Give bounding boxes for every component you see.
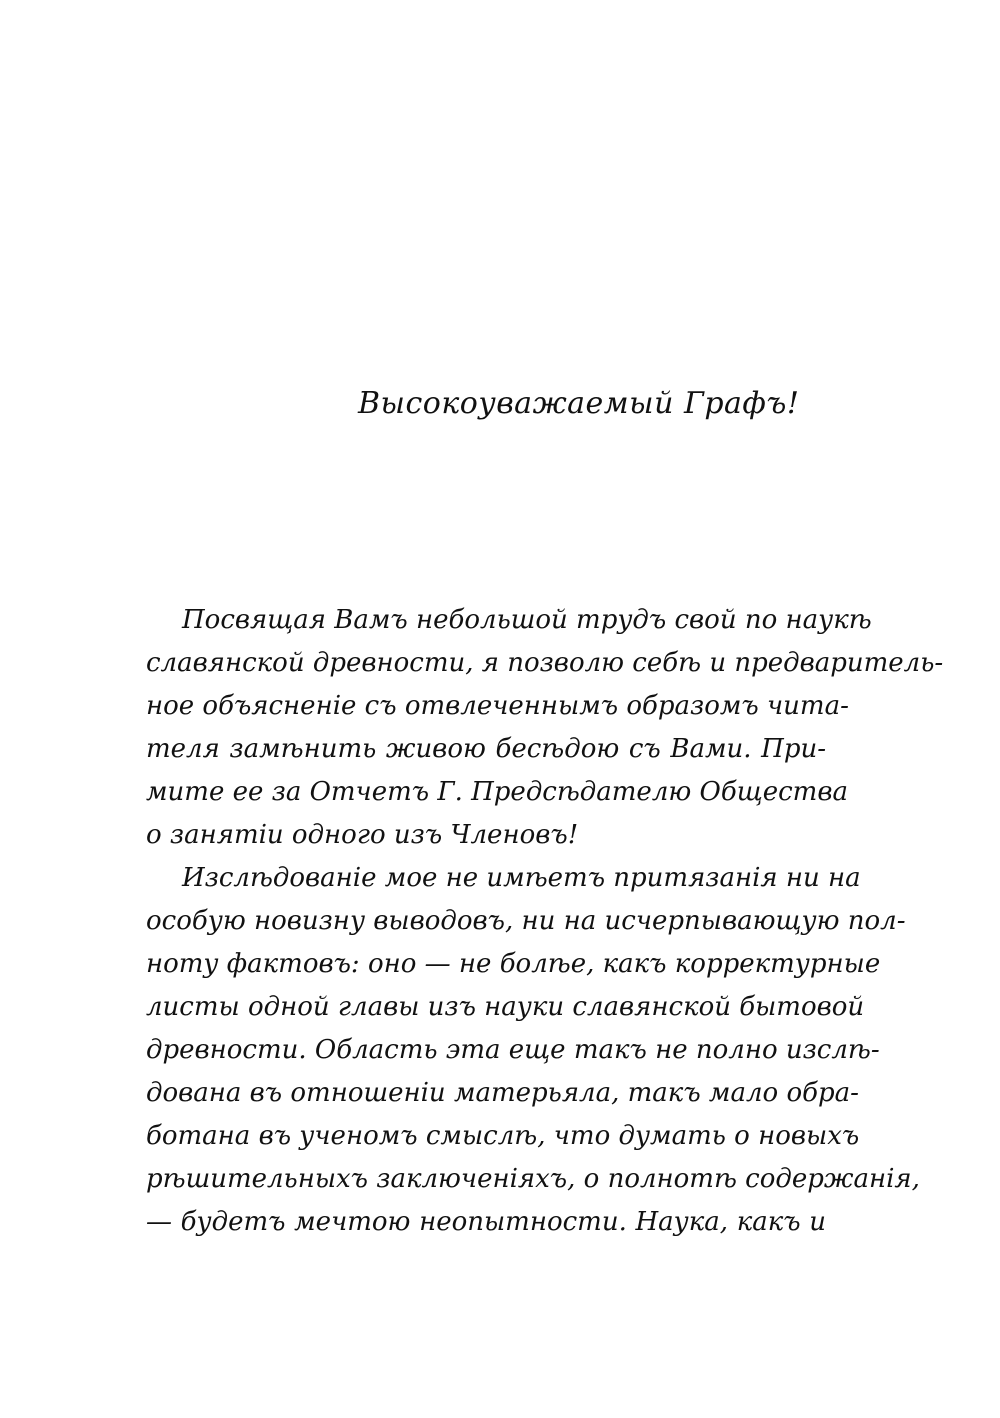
text-line: мите ее за Отчетъ Г. Предсѣдателю Общества [146, 777, 848, 807]
text-line: о занятіи одного изъ Членовъ! [146, 820, 579, 850]
text-line: Посвящая Вамъ небольшой трудъ свой по наукѣ [182, 605, 872, 635]
text-line: рѣшительныхъ заключеніяхъ, о полнотѣ содержанія, [146, 1164, 920, 1194]
text-line: ноту фактовъ: оно — не болѣе, какъ корректурные [146, 949, 881, 979]
text-line: особую новизну выводовъ, ни на исчерпывающую пол- [146, 906, 906, 936]
text-line: ботана въ ученомъ смыслѣ, что думать о новыхъ [146, 1121, 860, 1151]
text-line: дована въ отношеніи матерьяла, такъ мало обра- [146, 1078, 859, 1108]
text-line: ное объясненіе съ отвлеченнымъ образомъ чита- [146, 691, 849, 721]
text-line: — будетъ мечтою неопытности. Наука, какъ и [146, 1207, 826, 1237]
text-line: Изслѣдованіе мое не имѣетъ притязанія ни на [182, 863, 861, 893]
letter-salutation: Высокоуважаемый Графъ! [358, 386, 800, 421]
text-line: листы одной главы изъ науки славянской бытовой [146, 992, 865, 1022]
text-line: теля замѣнить живою бесѣдою съ Вами. При- [146, 734, 826, 764]
text-line: славянской древности, я позволю себѣ и предваритель- [146, 648, 944, 678]
text-line: древности. Область эта еще такъ не полно изслѣ- [146, 1035, 880, 1065]
